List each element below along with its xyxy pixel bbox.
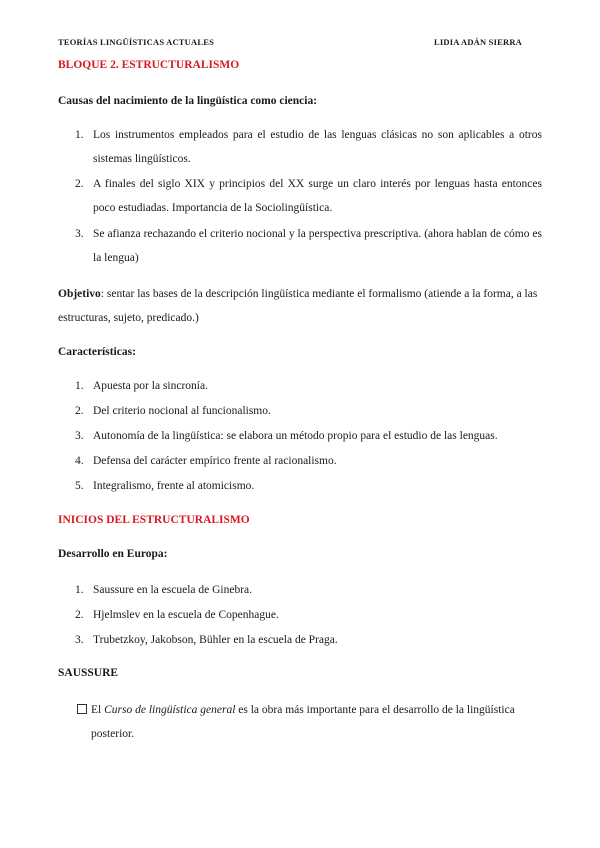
list-item-number: 3. bbox=[75, 430, 84, 442]
list-item-text: Autonomía de la lingüística: se elabora un método propio para el estudio de las lenguas. bbox=[93, 430, 498, 442]
list-item-number: 1. bbox=[75, 380, 84, 392]
list-item bbox=[75, 578, 542, 602]
caracteristicas-heading: Características: bbox=[58, 346, 136, 358]
inicios-title: INICIOS DEL ESTRUCTURALISMO bbox=[58, 514, 250, 526]
list-item-text: Trubetzkoy, Jakobson, Bühler en la escuela de Praga. bbox=[93, 634, 338, 646]
list-item-number: 1. bbox=[75, 129, 84, 141]
causas-heading: Causas del nacimiento de la lingüística como ciencia: bbox=[58, 95, 318, 107]
list-item-number: 2. bbox=[75, 178, 84, 190]
list-item-text: A finales del siglo XIX y principios del XX surge un claro interés por lenguas hasta entonces poco estudiadas. Importancia de la Sociolingüística. bbox=[93, 178, 542, 214]
list-item-text: Del criterio nocional al funcionalismo. bbox=[93, 405, 271, 417]
desarrollo-heading: Desarrollo en Europa: bbox=[58, 548, 168, 560]
list-item bbox=[75, 399, 542, 423]
list-item-number: 5. bbox=[75, 480, 84, 492]
saussure-heading: SAUSSURE bbox=[58, 667, 119, 679]
list-item-text: Apuesta por la sincronía. bbox=[93, 380, 208, 392]
checkbox-item bbox=[75, 698, 542, 746]
objetivo-paragraph bbox=[58, 282, 542, 330]
list-item bbox=[75, 474, 542, 498]
list-item bbox=[75, 603, 542, 627]
list-item-number: 1. bbox=[75, 584, 84, 596]
list-item bbox=[75, 628, 542, 652]
list-item-number: 2. bbox=[75, 609, 84, 621]
list-item-number: 3. bbox=[75, 634, 84, 646]
list-item bbox=[75, 222, 542, 270]
list-item-number: 3. bbox=[75, 228, 84, 240]
list-item-text: Integralismo, frente al atomicismo. bbox=[93, 480, 255, 492]
book-title: Curso de lingüística general bbox=[104, 704, 236, 716]
checkbox-item-text bbox=[75, 698, 542, 746]
bullet-text-pre: El bbox=[91, 704, 105, 716]
list-item-text: Los instrumentos empleados para el estudio de las lenguas clásicas no son aplicables a otros sistemas lingüísticos. bbox=[93, 129, 542, 165]
objetivo-label: Objetivo bbox=[58, 288, 101, 300]
section-title: BLOQUE 2. ESTRUCTURALISMO bbox=[58, 59, 240, 71]
list-item-text: Hjelmslev en la escuela de Copenhague. bbox=[93, 609, 279, 621]
bullet-text-post: es la obra más importante para el desarrollo de la lingüística posterior. bbox=[91, 704, 515, 740]
list-item-number: 4. bbox=[75, 455, 84, 467]
checkbox-icon bbox=[77, 704, 87, 714]
list-item-text: Defensa del carácter empírico frente al racionalismo. bbox=[93, 455, 337, 467]
objetivo-text: : sentar las bases de la descripción lingüística mediante el formalismo (atiende a la forma, a las estructuras, sujeto, predicado.) bbox=[58, 288, 538, 324]
header-course-title: TEORÍAS LINGÜÍSTICAS ACTUALES bbox=[58, 37, 215, 47]
header-author: LIDIA ADÁN SIERRA bbox=[434, 37, 522, 47]
list-item bbox=[75, 449, 542, 473]
list-item-text: Saussure en la escuela de Ginebra. bbox=[93, 584, 253, 596]
list-item-text: Se afianza rechazando el criterio nocional y la perspectiva prescriptiva. (ahora hablan de cómo es la lengua) bbox=[93, 228, 542, 264]
list-item-number: 2. bbox=[75, 405, 84, 417]
list-item bbox=[75, 123, 542, 171]
list-item bbox=[75, 424, 542, 448]
list-item bbox=[75, 374, 542, 398]
list-item bbox=[75, 172, 542, 220]
